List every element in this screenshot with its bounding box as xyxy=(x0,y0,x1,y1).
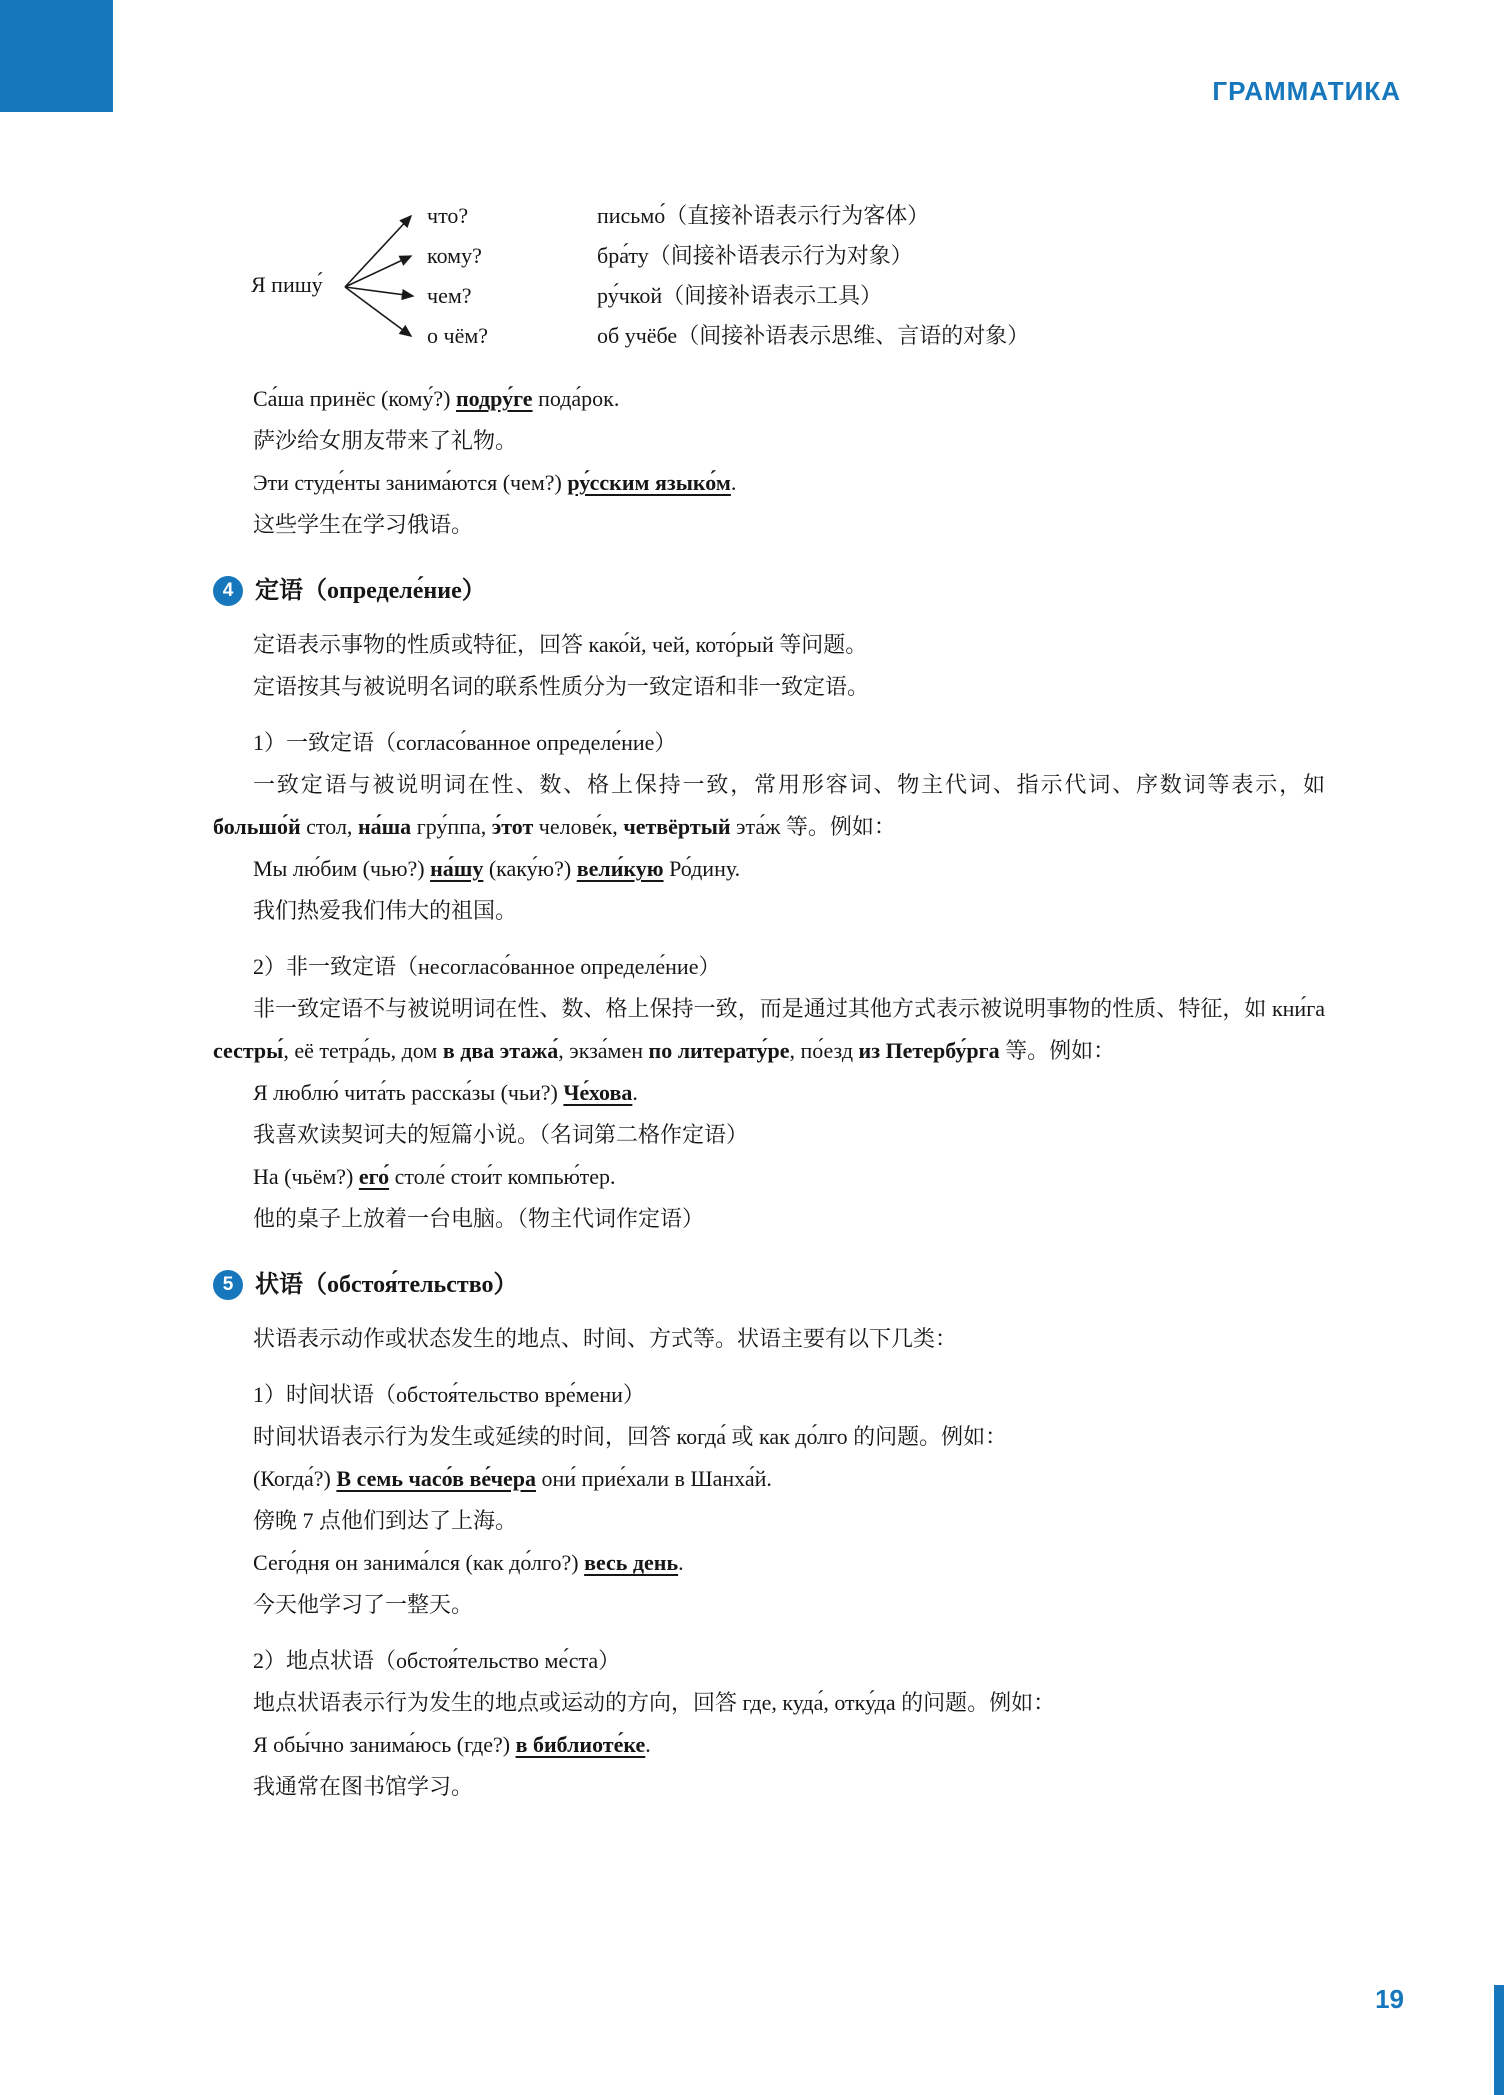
subheading: 2）非一致定语（несогласо́ванное определе́ние） xyxy=(253,954,721,979)
example-sentence: Мы лю́бим (чью?) на́шу (каку́ю?) вели́кую Ро́дину. xyxy=(253,856,741,881)
chinese-translation: 这些学生在学习俄语。 xyxy=(253,512,474,537)
question-word: чем? xyxy=(427,283,472,308)
example-sentence: (Когда́?) В семь часо́в ве́чера они́ прие́хали в Шанха́й. xyxy=(253,1466,772,1491)
diagram-row xyxy=(427,316,1325,356)
question-word: что? xyxy=(427,203,469,228)
example-sentence: На (чьём?) его́ столе́ стои́т компью́тер. xyxy=(253,1164,616,1189)
answer-with-note: об учёбе（间接补语表示思维、言语的对象） xyxy=(597,323,1030,348)
answer-with-note: бра́ту（间接补语表示行为对象） xyxy=(597,243,913,268)
running-head: ГРАММАТИКА xyxy=(1212,76,1401,106)
diagram-row xyxy=(427,196,1325,236)
page-content xyxy=(213,196,1325,1808)
chinese-translation: 我喜欢读契诃夫的短篇小说。（名词第二格作定语） xyxy=(253,1122,749,1147)
corner-accent-block xyxy=(0,0,113,112)
paragraph: 定语表示事物的性质或特征，回答 како́й, чей, кото́рый 等问题。 xyxy=(253,632,868,657)
page-number: 19 xyxy=(1375,1984,1404,2014)
diagram-row xyxy=(427,236,1325,276)
chinese-translation: 萨沙给女朋友带来了礼物。 xyxy=(253,428,518,453)
chinese-translation: 傍晚 7 点他们到达了上海。 xyxy=(253,1508,518,1533)
diagram-subject: Я пишу́ xyxy=(251,272,323,297)
subheading: 1）一致定语（согласо́ванное определе́ние） xyxy=(253,730,677,755)
paragraph: 一致定语与被说明词在性、数、格上保持一致，常用形容词、物主代词、指示代词、序数词等表示，如 большо́й стол, на́ша гру́ппа, э́тот челове́к, четвёртый эта́ж 等。例如： xyxy=(213,772,1325,839)
section-heading-adverbial xyxy=(213,1264,1325,1306)
paragraph: 定语按其与被说明名词的联系性质分为一致定语和非一致定语。 xyxy=(253,674,870,699)
side-accent-strip xyxy=(1494,1985,1504,2095)
example-sentence: Эти студе́нты занима́ются (чем?) ру́сским языко́м. xyxy=(253,470,737,495)
answer-with-note: письмо́（直接补语表示行为客体） xyxy=(597,203,930,228)
answer-with-note: ру́чкой（间接补语表示工具） xyxy=(597,283,883,308)
section-heading-attribute xyxy=(213,570,1325,612)
section-title: 定语（определе́ние） xyxy=(255,578,486,604)
chinese-translation: 他的桌子上放着一台电脑。（物主代词作定语） xyxy=(253,1206,705,1231)
paragraph: 非一致定语不与被说明词在性、数、格上保持一致，而是通过其他方式表示被说明事物的性质、特征，如 кни́га сестры́, её тетра́дь, дом в два этажа́, экза́мен по литерату́ре, по́езд из Петербу́рга 等。例如： xyxy=(213,996,1325,1063)
chinese-translation: 我通常在图书馆学习。 xyxy=(253,1774,474,1799)
paragraph: 状语表示动作或状态发生的地点、时间、方式等。状语主要有以下几类： xyxy=(253,1326,958,1351)
subheading: 1）时间状语（обстоя́тельство вре́мени） xyxy=(253,1382,645,1407)
verb-government-diagram xyxy=(213,196,1325,364)
diagram-row xyxy=(427,276,1325,316)
example-sentence: Са́ша принёс (кому́?) подру́ге пода́рок. xyxy=(253,386,620,411)
section-number-badge: 4 xyxy=(213,576,243,606)
paragraph: 时间状语表示行为发生或延续的时间，回答 когда́ 或 как до́лго 的问题。例如： xyxy=(253,1424,1008,1449)
question-word: кому? xyxy=(427,243,482,268)
subheading: 2）地点状语（обстоя́тельство ме́ста） xyxy=(253,1648,621,1673)
section-number-badge: 5 xyxy=(213,1270,243,1300)
example-sentence: Я обы́чно занима́юсь (где?) в библиоте́ке. xyxy=(253,1732,651,1757)
diagram-rows xyxy=(427,196,1325,356)
arrow-fan-icon xyxy=(339,200,423,356)
example-sentence: Сего́дня он занима́лся (как до́лго?) весь день. xyxy=(253,1550,684,1575)
section-title: 状语（обстоя́тельство） xyxy=(255,1272,518,1298)
example-sentence: Я люблю́ чита́ть расска́зы (чьи?) Че́хова. xyxy=(253,1080,638,1105)
chinese-translation: 我们热爱我们伟大的祖国。 xyxy=(253,898,518,923)
chinese-translation: 今天他学习了一整天。 xyxy=(253,1592,474,1617)
paragraph: 地点状语表示行为发生的地点或运动的方向，回答 где, куда́, отку́да 的问题。例如： xyxy=(253,1690,1056,1715)
question-word: о чём? xyxy=(427,323,489,348)
